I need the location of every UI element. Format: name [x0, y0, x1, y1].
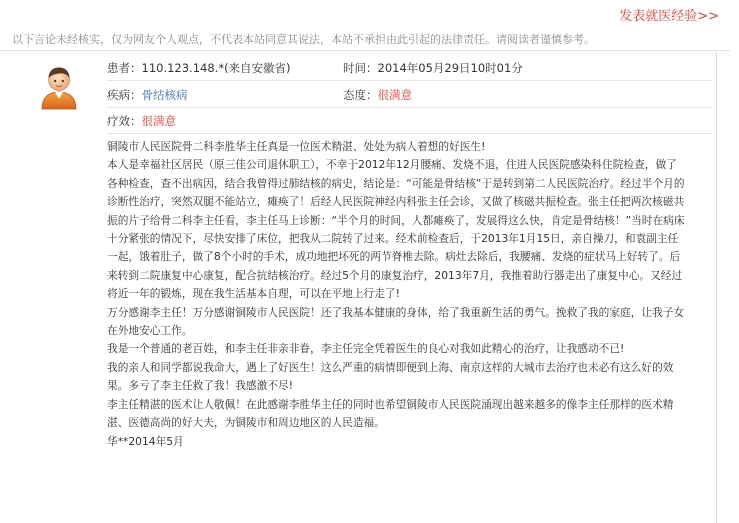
post-experience-link[interactable]: 发表就医经验>>	[619, 9, 719, 24]
review-signature: 华**2014年5月	[107, 434, 184, 448]
patient-value: 110.123.148.*(来自安徽省)	[141, 61, 291, 75]
meta-row-effect	[107, 111, 687, 135]
meta-divider	[107, 107, 712, 108]
effect-label: 疗效：	[107, 114, 142, 128]
disease-label: 疾病：	[107, 88, 142, 102]
time-value: 2014年05月29日10时01分	[377, 61, 523, 75]
review-paragraph: 我的亲人和同学都说我命大，遇上了好医生！这么严重的病情即便到上海、南京这样的大城市去治疗也未必有这么好的效果。多亏了李主任救了我！我感激不尽!	[107, 360, 674, 393]
user-avatar-icon	[38, 63, 80, 111]
review-paragraph: 李主任精湛的医术让人敬佩！在此感谢李胜华主任的同时也希望铜陵市人民医院涌现出越来越多的像李主任那样的医术精湛、医德高尚的好大夫，为铜陵市和周边地区的人民造福。	[107, 397, 674, 430]
review-paragraph: 我是一个普通的老百姓，和李主任非亲非眷，李主任完全凭着医生的良心对我如此精心的治疗，让我感动不已!	[107, 342, 625, 356]
review-body	[107, 138, 685, 451]
review-paragraph: 本人是幸福社区居民（原三佳公司退休职工），不幸于2012年12月腰痛、发烧不退，住进人民医院感染科住院检查，做了各种检查，查不出病因，结合我曾得过肺结核的病史，结论是：“可能是骨结核”于是转到第二人民医院治疗。经过半个月的诊断性治疗，突然双腿不能站立，瘫痪了！后经人民医院神经内科张主任会诊，又做了核磁共振检查。张主任把两次核磁共振的片子给骨二科李主任看，李主任马上诊断：“半个月的时间，人都瘫痪了，发展得这么快，肯定是骨结核！”当时在病床十分紧张的情况下，尽快安排了床位，把我从二院转了过来。经术前检查后，于2013年1月15日，亲自操刀，和袁副主任一起，饿着肚子，做了8个小时的手术，成功地把坏死的两节脊椎去除。病灶去除后，我腰痛、发烧的症状马上好转了。后来转到二院康复中心康复，配合抗结核治疗。经过5个月的康复治疗，2013年7月，我推着助行器走出了康复中心。又经过将近一年的锻炼，现在我生活基本自理，可以在平地上行走了!	[107, 158, 685, 301]
attitude-label: 态度：	[343, 88, 378, 102]
review-paragraph: 铜陵市人民医院骨二科李胜华主任真是一位医术精湛、处处为病人着想的好医生!	[107, 140, 486, 153]
right-border-line	[716, 52, 717, 523]
meta-row-disease	[107, 85, 687, 109]
effect-value: 很满意	[141, 114, 176, 128]
meta-divider	[107, 80, 712, 81]
disclaimer-text: 以下言论未经核实，仅为网友个人观点，不代表本站同意其说法，本站不承担由此引起的法律责任。请阅读者谨慎参考。	[12, 33, 595, 46]
meta-row-patient	[107, 58, 687, 82]
attitude-value: 很满意	[377, 88, 412, 102]
patient-label: 患者：	[107, 61, 142, 75]
disease-link[interactable]: 骨结核病	[141, 88, 188, 102]
meta-divider	[107, 133, 712, 134]
header-divider	[0, 50, 730, 51]
review-paragraph: 万分感谢李主任！万分感谢铜陵市人民医院！还了我基本健康的身体，给了我重新生活的勇气。挽救了我的家庭，让我子女在外地安心工作。	[107, 305, 685, 338]
time-label: 时间：	[343, 61, 378, 75]
